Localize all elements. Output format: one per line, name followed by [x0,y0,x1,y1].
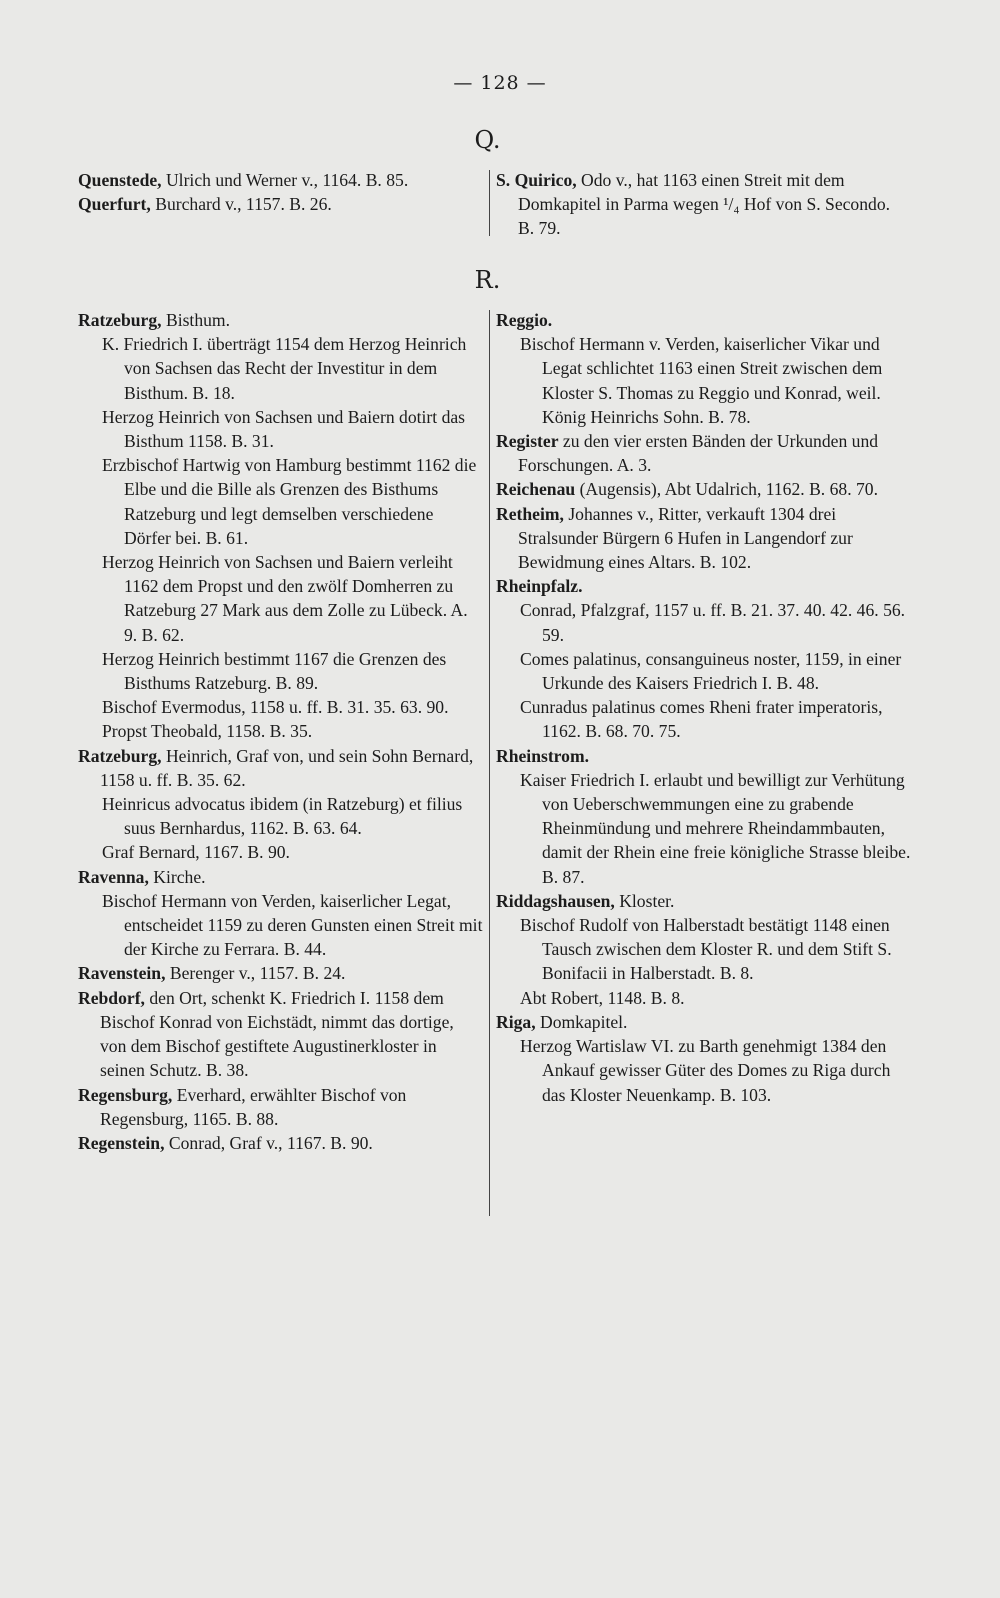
index-subentry [78,889,484,962]
entry-text: Conrad, Graf v., 1167. B. 90. [164,1132,373,1153]
entry-text: Bischof Evermodus, 1158 u. ff. B. 31. 35. 63. 90. [102,697,449,718]
column-divider [489,170,490,236]
index-entry [78,192,478,216]
index-entry [78,961,484,985]
index-subentry [78,792,484,840]
index-entry [496,574,912,598]
entry-lemma: Regenstein, [78,1132,165,1153]
section-heading-q: Q. [474,126,501,154]
entry-text: Bisthum. [161,310,230,330]
entry-lemma: S. Quirico, [496,170,577,190]
index-entry [496,1010,912,1034]
entry-lemma: Reichenau [496,479,576,500]
entry-text: Herzog Heinrich von Sachsen und Baiern dotirt das Bisthum 1158. B. 31. [102,406,466,452]
entry-text: Kirche. [148,866,206,887]
index-subentry [78,453,484,550]
entry-text: Cunradus palatinus comes Rheni frater imperatoris, 1162. B. 68. 70. 75. [520,697,883,742]
index-entry [78,986,484,1083]
index-entry [78,1131,484,1155]
entry-text: Domkapitel. [535,1011,628,1032]
entry-lemma: Regensburg, [78,1084,173,1105]
entry-text: Johannes v., Ritter, verkauft 1304 drei Stralsunder Bürgern 6 Hufen in Langendorf zur Bewidmung eines Altars. B. 102. [518,503,853,573]
entry-text: Herzog Heinrich bestimmt 1167 die Grenzen des Bisthums Ratzeburg. B. 89. [102,648,447,694]
index-entry [78,168,478,192]
column-q-left [78,168,478,216]
entry-text: Heinricus advocatus ibidem (in Ratzeburg) et filius suus Bernhardus, 1162. B. 63. 64. [102,794,463,839]
entry-lemma: Ratzeburg, [78,310,162,330]
index-subentry [496,598,912,646]
index-subentry [78,695,484,719]
index-subentry [496,768,912,889]
index-entry [78,865,484,889]
index-entry [496,744,912,768]
entry-text: Erzbischof Hartwig von Hamburg bestimmt 1162 die Elbe und die Bille als Grenzen des Bisthums Ratzeburg und legt demselben verschiedene Dörfer bei. B. 61. [102,455,477,548]
entry-lemma: Reggio. [496,310,553,330]
entry-lemma: Ravenstein, [78,963,166,984]
entry-lemma: Riga, [496,1011,536,1032]
entry-text: zu den vier ersten Bänden der Urkunden und Forschungen. A. 3. [518,431,879,476]
entry-text: Heinrich, Graf von, und sein Sohn Bernard, 1158 u. ff. B. 35. 62. [100,745,474,790]
index-subentry [496,986,912,1010]
entry-text: K. Friedrich I. überträgt 1154 dem Herzog Heinrich von Sachsen das Recht der Investitur in dem Bisthum. B. 18. [102,334,467,403]
entry-lemma: Rheinpfalz. [496,576,583,597]
entry-text: Propst Theobald, 1158. B. 35. [102,721,313,742]
index-subentry [78,719,484,743]
index-entry [78,1083,484,1131]
entry-lemma: Ravenna, [78,866,149,887]
index-entry [496,502,912,575]
column-divider [489,310,490,1216]
entry-text: Herzog Heinrich von Sachsen und Baiern verleiht 1162 dem Propst und den zwölf Domherren zu Ratzeburg 27 Mark aus dem Zolle zu Lübeck. A. 9. B. 62. [102,552,468,645]
entry-lemma: Riddagshausen, [496,890,615,911]
index-subentry [496,1034,912,1107]
index-subentry [496,695,912,743]
index-subentry [496,647,912,695]
index-entry [496,477,912,501]
section-heading-r: R. [474,266,501,294]
index-entry [496,308,912,332]
index-entry [496,889,912,913]
index-entry [496,168,908,241]
entry-lemma: Ratzeburg, [78,745,162,766]
entry-text: Comes palatinus, consanguineus noster, 1159, in einer Urkunde des Kaisers Friedrich I. B. 48. [520,648,902,694]
column-q-right [496,168,908,241]
column-r-left [78,308,484,1155]
entry-text: Abt Robert, 1148. B. 8. [520,987,685,1008]
entry-text: Burchard v., 1157. B. 26. [150,194,332,215]
entry-text: Bischof Rudolf von Halberstadt bestätigt 1148 einen Tausch zwischen dem Kloster R. und dem Stift S. Bonifacii in Halberstadt. B. 8. [520,915,892,984]
entry-lemma: Rebdorf, [78,987,145,1008]
entry-text: Odo v., hat 1163 einen Streit mit dem Domkapitel in Parma wegen ¹/₄ Hof von S. Secondo. B. 79. [518,170,891,239]
entry-text: Kaiser Friedrich I. erlaubt und bewilligt zur Verhütung von Ueberschwemmungen eine zu grabende Rheinmündung und mehrere Rheindammbauten, damit der Rhein eine freie königliche Strasse bleibe. B. 87. [520,769,911,887]
index-subentry [78,332,484,405]
entry-text: den Ort, schenkt K. Friedrich I. 1158 dem Bischof Konrad von Eichstädt, nimmt das dortige, von dem Bischof gestiftete Augustinerkloster in seinen Schutz. B. 38. [100,987,454,1081]
index-entry [496,429,912,477]
entry-lemma: Rheinstrom. [496,745,590,766]
entry-text: Conrad, Pfalzgraf, 1157 u. ff. B. 21. 37. 40. 42. 46. 56. 59. [520,600,906,645]
entry-text: Ulrich und Werner v., 1164. B. 85. [161,170,409,190]
index-subentry [496,913,912,986]
index-subentry [78,405,484,453]
column-r-right [496,308,912,1107]
entry-lemma: Register [496,431,559,452]
page-number: — 128 — [453,72,547,94]
entry-text: Bischof Hermann v. Verden, kaiserlicher Vikar und Legat schlichtet 1163 einen Streit zwischen dem Kloster S. Thomas zu Reggio und Konrad, weil. König Heinrichs Sohn. B. 78. [520,334,883,427]
entry-text: Berenger v., 1157. B. 24. [165,963,346,984]
entry-text: Graf Bernard, 1167. B. 90. [102,842,290,863]
entry-lemma: Quenstede, [78,170,162,190]
entry-text: Bischof Hermann von Verden, kaiserlicher Legat, entscheidet 1159 zu deren Gunsten einen Streit mit der Kirche zu Ferrara. B. 44. [102,890,483,960]
entry-lemma: Retheim, [496,503,564,524]
index-subentry [78,550,484,647]
entry-text: (Augensis), Abt Udalrich, 1162. B. 68. 70. [575,479,878,500]
entry-text: Everhard, erwählter Bischof von Regensburg, 1165. B. 88. [100,1084,407,1129]
index-entry [78,744,484,792]
index-subentry [78,840,484,864]
entry-lemma: Querfurt, [78,194,151,215]
index-subentry [78,647,484,695]
index-subentry [496,332,912,429]
entry-text: Kloster. [614,890,675,911]
index-entry [78,308,484,332]
entry-text: Herzog Wartislaw VI. zu Barth genehmigt 1384 den Ankauf gewisser Güter des Domes zu Riga durch das Kloster Neuenkamp. B. 103. [520,1036,891,1105]
